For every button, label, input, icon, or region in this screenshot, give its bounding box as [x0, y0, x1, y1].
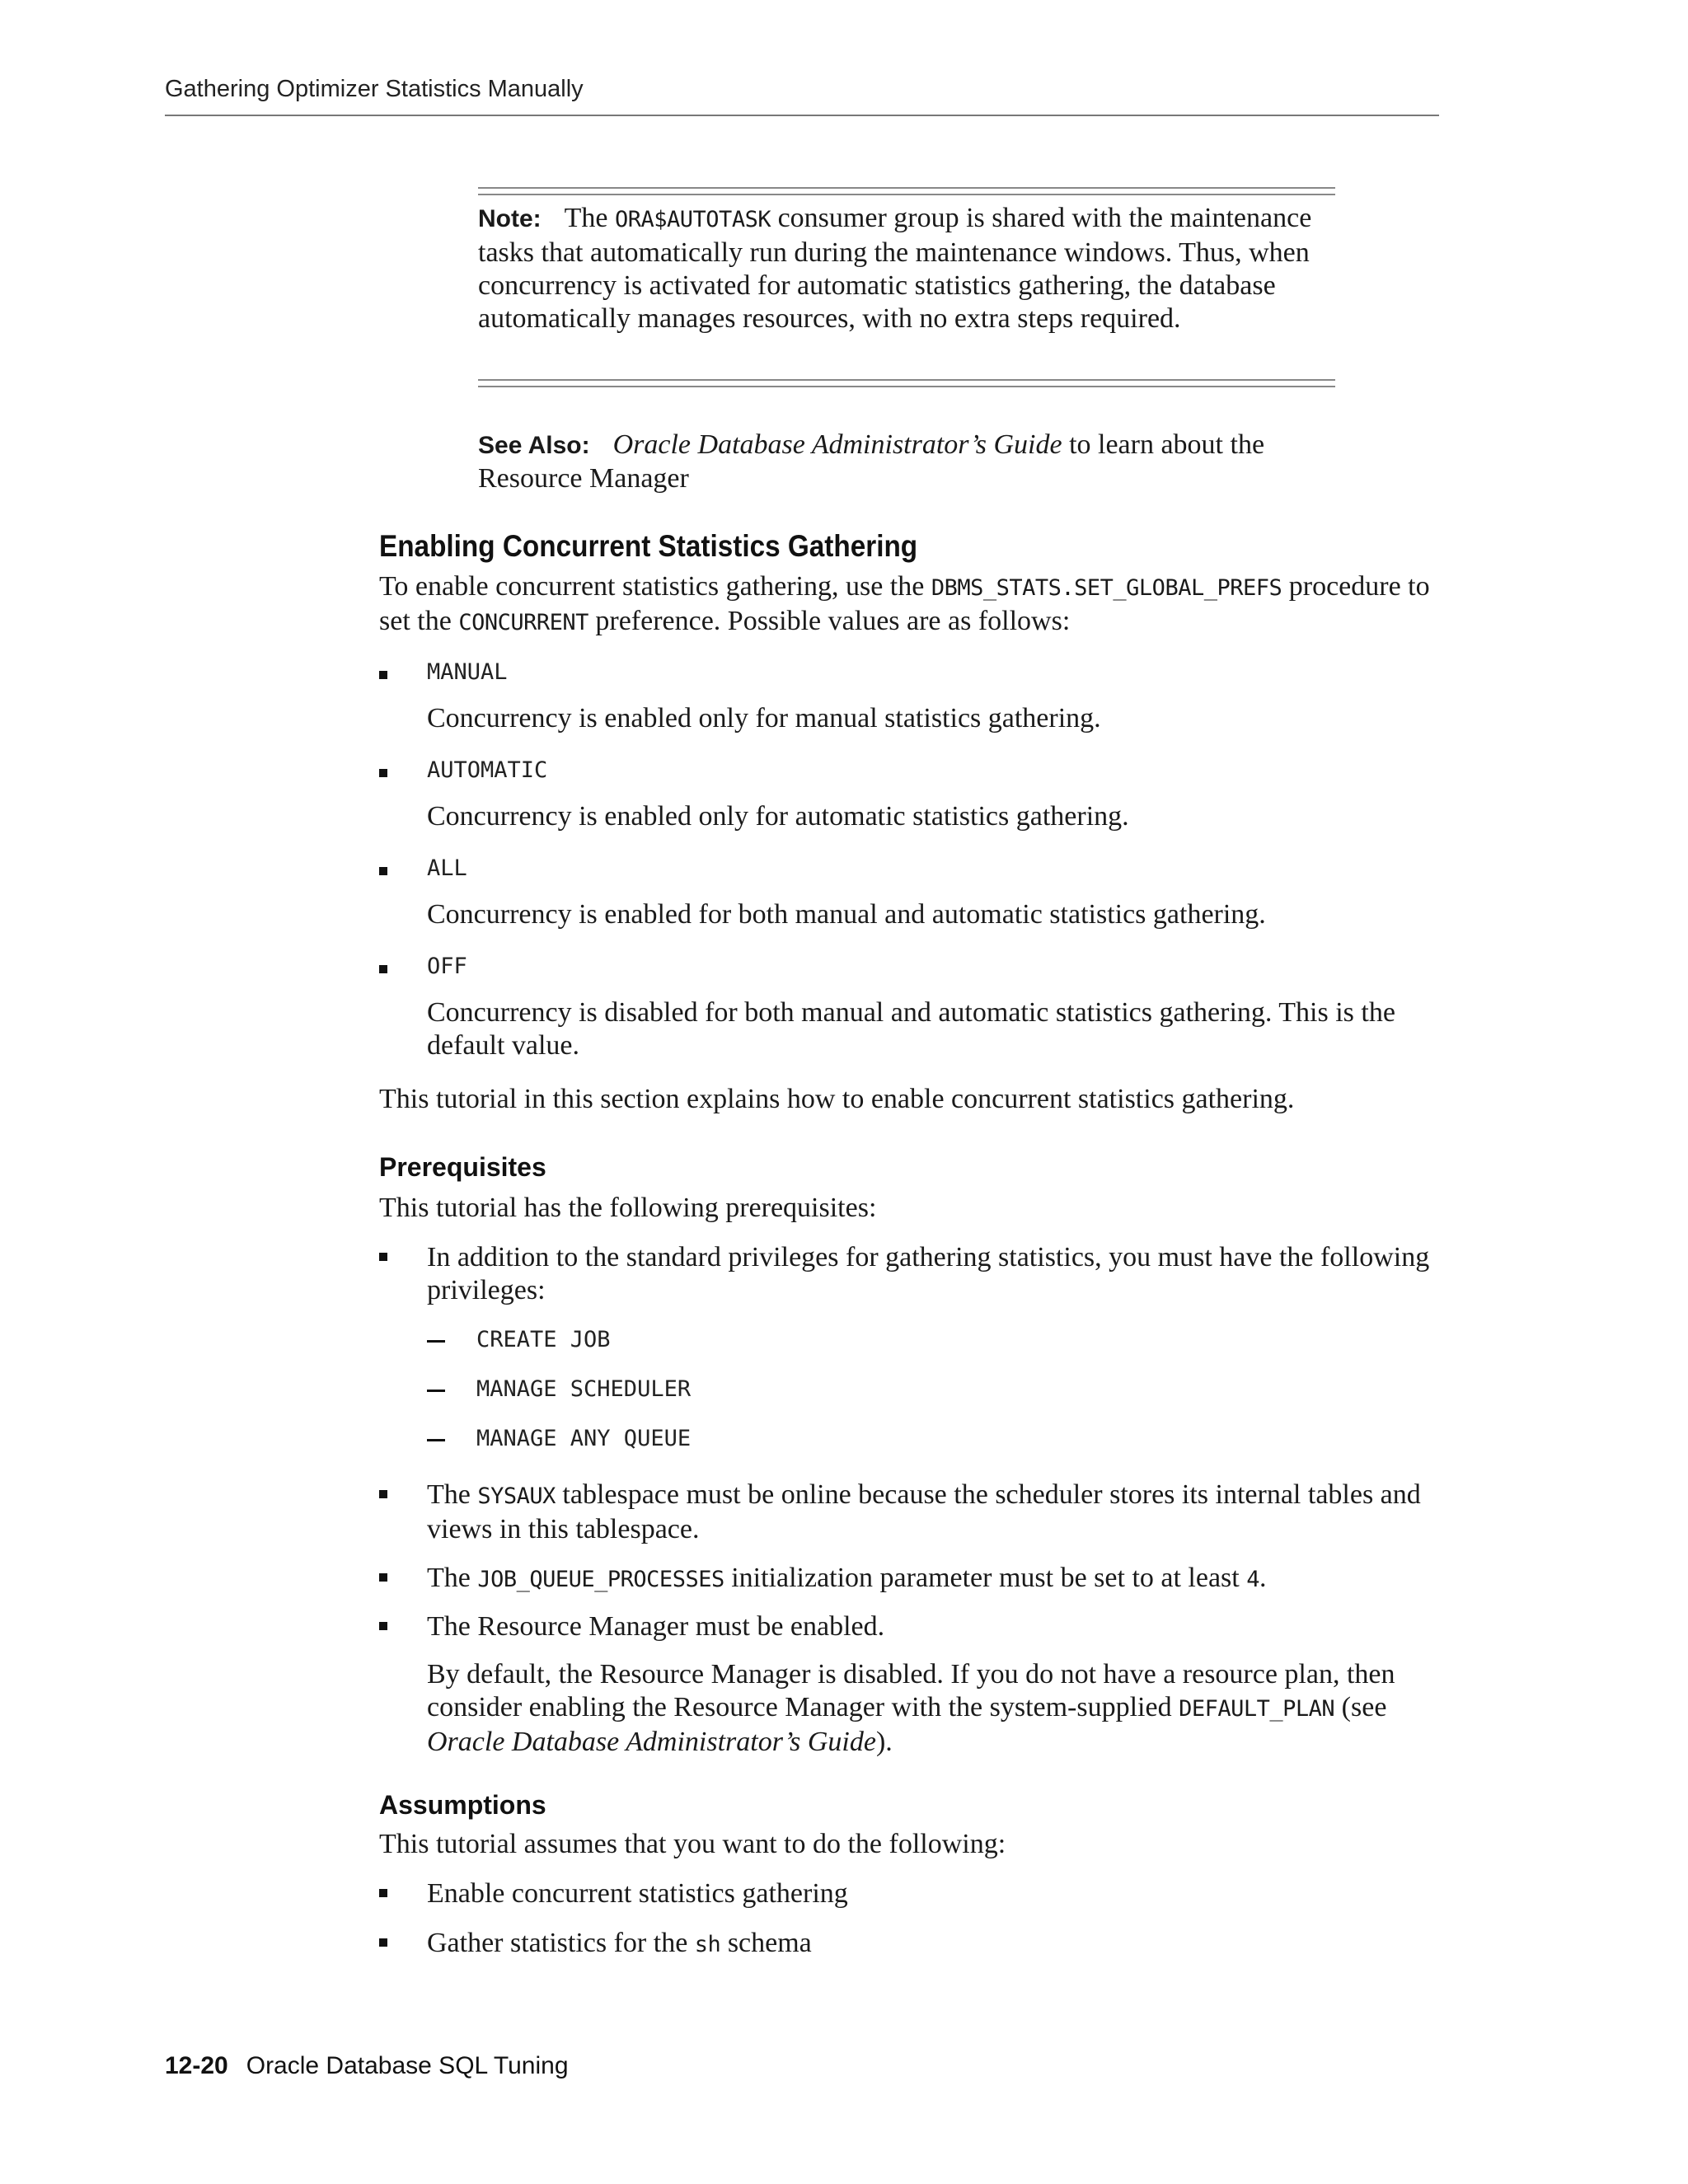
bullet-icon [379, 867, 387, 875]
privilege-code: CREATE JOB [476, 1327, 611, 1352]
section-intro: To enable concurrent statistics gathering, use the DBMS_STATS.SET_GLOBAL_PREFS procedure to set the CONCURRENT preference. Possible values are as follows: [379, 571, 1430, 636]
bullet-icon [379, 671, 387, 679]
value-desc: Concurrency is disabled for both manual and automatic statistics gathering. This is the default value. [427, 997, 1395, 1061]
dash-icon [427, 1340, 445, 1343]
dash-icon [427, 1439, 445, 1441]
prerequisites-heading: Prerequisites [379, 1152, 546, 1182]
value-code: MANUAL [427, 659, 508, 685]
prereq-item: The JOB_QUEUE_PROCESSES initialization parameter must be set to at least 4. [427, 1563, 1267, 1593]
value-desc: Concurrency is enabled only for manual statistics gathering. [427, 703, 1101, 733]
note-text: Note: The ORA$AUTOTASK consumer group is shared with the maintenance tasks that automatically run during the maintenance windows. Thus, when concurrency is activated for automatic statistics gathering, the database automatically manages resources, with no extra steps required. [478, 203, 1312, 334]
see-also-label: See Also: [478, 432, 590, 459]
running-header: Gathering Optimizer Statistics Manually [165, 76, 584, 102]
page-number: 12-20 [165, 2052, 228, 2079]
prereq-detail: By default, the Resource Manager is disabled. If you do not have a resource plan, then consider enabling the Resource Manager with the system-supplied DEFAULT_PLAN (see Oracle Database Administrator’s Guide). [427, 1659, 1395, 1757]
section-heading: Enabling Concurrent Statistics Gathering [379, 529, 918, 563]
prerequisites-intro: This tutorial has the following prerequisites: [379, 1193, 877, 1223]
assumption-item: Gather statistics for the sh schema [427, 1928, 812, 1958]
value-code: AUTOMATIC [427, 757, 548, 783]
bullet-icon [379, 1622, 387, 1630]
book-title: Oracle Database SQL Tuning [246, 2052, 569, 2079]
see-also-book: Oracle Database Administrator’s Guide [612, 429, 1062, 460]
privilege-code: MANAGE ANY QUEUE [476, 1426, 692, 1451]
prereq-item: In addition to the standard privileges for gathering statistics, you must have the following privileges: [427, 1242, 1430, 1305]
page-footer [165, 2052, 569, 2080]
prereq-item: The Resource Manager must be enabled. [427, 1611, 885, 1642]
assumptions-heading: Assumptions [379, 1790, 546, 1820]
value-code: OFF [427, 954, 467, 979]
bullet-icon [379, 1573, 387, 1582]
dash-icon [427, 1390, 445, 1392]
prereq-item: The SYSAUX tablespace must be online because the scheduler stores its internal tables and views in this tablespace. [427, 1479, 1421, 1544]
header-rule [165, 115, 1439, 116]
bullet-icon [379, 1889, 387, 1897]
note-label: Note: [478, 205, 542, 232]
assumption-item: Enable concurrent statistics gathering [427, 1878, 848, 1909]
bullet-icon [379, 965, 387, 973]
bullet-icon [379, 1938, 387, 1947]
value-desc: Concurrency is enabled only for automatic statistics gathering. [427, 801, 1129, 832]
value-code: ALL [427, 855, 467, 881]
see-also-text: See Also: Oracle Database Administrator’s Guide to learn about the Resource Manager [478, 429, 1265, 494]
bullet-icon [379, 1490, 387, 1498]
note-code: ORA$AUTOTASK [615, 207, 771, 232]
bullet-icon [379, 1253, 387, 1261]
assumptions-intro: This tutorial assumes that you want to do the following: [379, 1829, 1006, 1859]
note-bottom-rule [478, 379, 1335, 387]
value-desc: Concurrency is enabled for both manual and automatic statistics gathering. [427, 899, 1266, 930]
note-top-rule [478, 187, 1335, 195]
privilege-code: MANAGE SCHEDULER [476, 1376, 692, 1402]
tutorial-line: This tutorial in this section explains how to enable concurrent statistics gathering. [379, 1084, 1295, 1114]
bullet-icon [379, 769, 387, 777]
